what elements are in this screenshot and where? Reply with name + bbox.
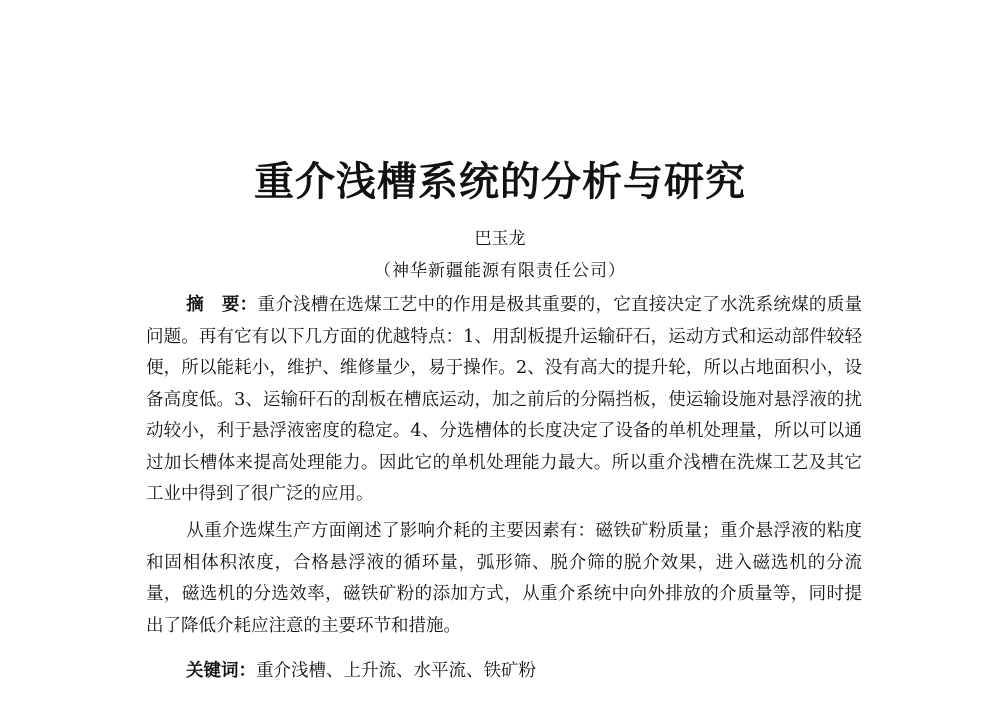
keywords-text: 重介浅槽、上升流、水平流、铁矿粉 xyxy=(256,661,536,681)
abstract-paragraph xyxy=(146,290,862,511)
keywords-line xyxy=(186,656,536,688)
author-name: 巴玉龙 xyxy=(474,229,526,249)
abstract-text: 重介浅槽在选煤工艺中的作用是极其重要的，它直接决定了水洗系统煤的质量问题。再有它有以下几方面的优越特点：1、用刮板提升运输矸石，运动方式和运动部件较轻便，所以能耗小，维护、维修量少，易于操作。2、没有高大的提升轮，所以占地面积小，设备高度低。3、运输矸石的刮板在槽底运动，加之前后的分隔挡板，使运输设施对悬浮液的扰动较小，利于悬浮液密度的稳定。4、分选槽体的长度决定了设备的单机处理量，所以可以通过加长槽体来提高处理能力。因此它的单机处理能力最大。所以重介浅槽在洗煤工艺及其它工业中得到了很广泛的应用。 xyxy=(146,295,863,504)
abstract-label: 摘 要： xyxy=(186,295,258,315)
keywords-label: 关键词： xyxy=(186,661,256,681)
author-affiliation: （神华新疆能源有限责任公司） xyxy=(374,261,626,281)
discussion-text: 从重介选煤生产方面阐述了影响介耗的主要因素有：磁铁矿粉质量；重介悬浮液的粘度和固相体积浓度，合格悬浮液的循环量，弧形筛、脱介筛的脱介效果，进入磁选机的分流量，磁选机的分选效率，磁铁矿粉的添加方式，从重介系统中向外排放的介质量等，同时提出了降低介耗应注意的主要环节和措施。 xyxy=(146,521,862,636)
paper-title: 重介浅槽系统的分析与研究 xyxy=(254,158,746,205)
discussion-paragraph xyxy=(146,516,862,642)
